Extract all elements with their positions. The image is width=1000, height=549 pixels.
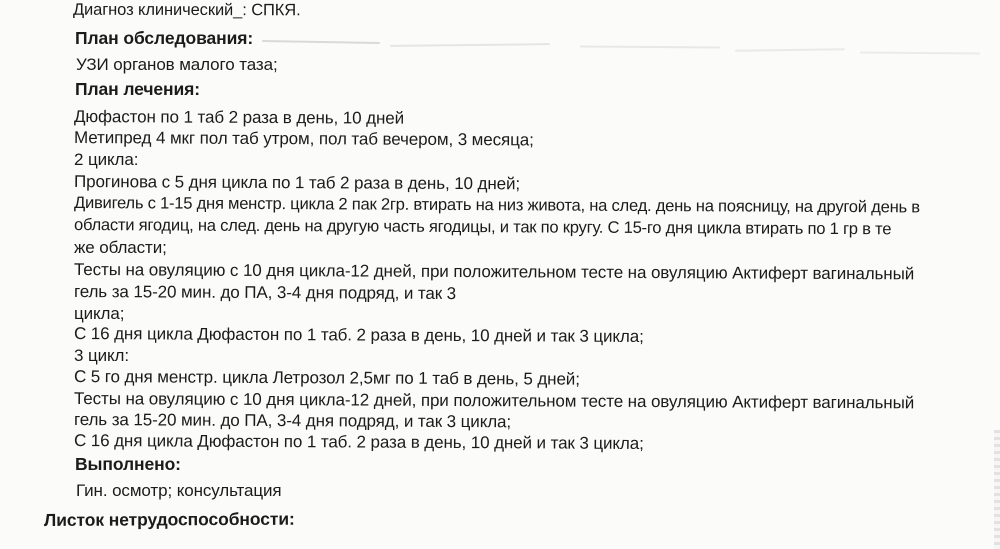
treatment-line: области ягодиц, на след. день на другую часть ягодицы, и так по кругу. С 15-го дня цикла втирать по 1 гр в те (73, 215, 892, 239)
treatment-heading: План лечения: (75, 79, 201, 99)
exam-heading: План обследования: (75, 28, 254, 48)
treatment-line: Прогинова с 5 дня цикла по 1 таб 2 раза в день, 10 дней; (73, 172, 521, 194)
scan-smudge (860, 51, 980, 54)
done-item: Гин. осмотр; консультация (76, 481, 282, 500)
exam-item: УЗИ органов малого таза; (76, 55, 278, 74)
scan-smudge (735, 48, 845, 52)
treatment-line: гель за 15-20 мин. до ПА, 3-4 дня подряд, и так 3 (73, 282, 457, 304)
treatment-line: С 5 го дня менстр. цикла Летрозол 2,5мг по 1 таб в день, 5 дней; (73, 367, 580, 389)
treatment-line: 3 цикл: (74, 346, 129, 365)
diagnosis-line: Диагноз клинический_: СПКЯ. (72, 0, 301, 20)
treatment-line: Дивигель с 1-15 дня менстр. цикла 2 пак 2гр. втирать на низ живота, на след. день на поясницу, на другой день в (73, 193, 920, 217)
treatment-line: цикла; (74, 304, 125, 323)
done-heading: Выполнено: (75, 454, 181, 474)
scan-smudge (390, 43, 550, 47)
sick-leave-heading: Листок нетрудоспособности: (43, 508, 295, 530)
treatment-line: С 16 дня цикла Дюфастон по 1 таб. 2 раза в день, 10 дней и так 3 цикла; (73, 431, 644, 453)
treatment-line: же области; (74, 238, 167, 257)
treatment-line: С 16 дня цикла Дюфастон по 1 таб. 2 раза в день, 10 дней и так 3 цикла; (73, 324, 644, 346)
treatment-line: 2 цикла: (74, 150, 139, 169)
treatment-line: Метипред 4 мкг пол таб утром, пол таб вечером, 3 месяца; (73, 128, 534, 150)
treatment-line: Дюфастон по 1 таб 2 раза в день, 10 дней (73, 107, 405, 128)
scan-edge (994, 430, 1000, 549)
treatment-line: Тесты на овуляцию с 10 дня цикла-12 дней, при положительном тесте на овуляцию Актиферт вагинальный (73, 389, 915, 413)
treatment-line: Тесты на овуляцию с 10 дня цикла-12 дней, при положительном тесте на овуляцию Актиферт вагинальный (73, 260, 915, 284)
scan-smudge (580, 46, 720, 49)
treatment-line: гель за 15-20 мин. до ПА, 3-4 дня подряд, и так 3 цикла; (73, 410, 512, 432)
scan-smudge (262, 40, 380, 44)
